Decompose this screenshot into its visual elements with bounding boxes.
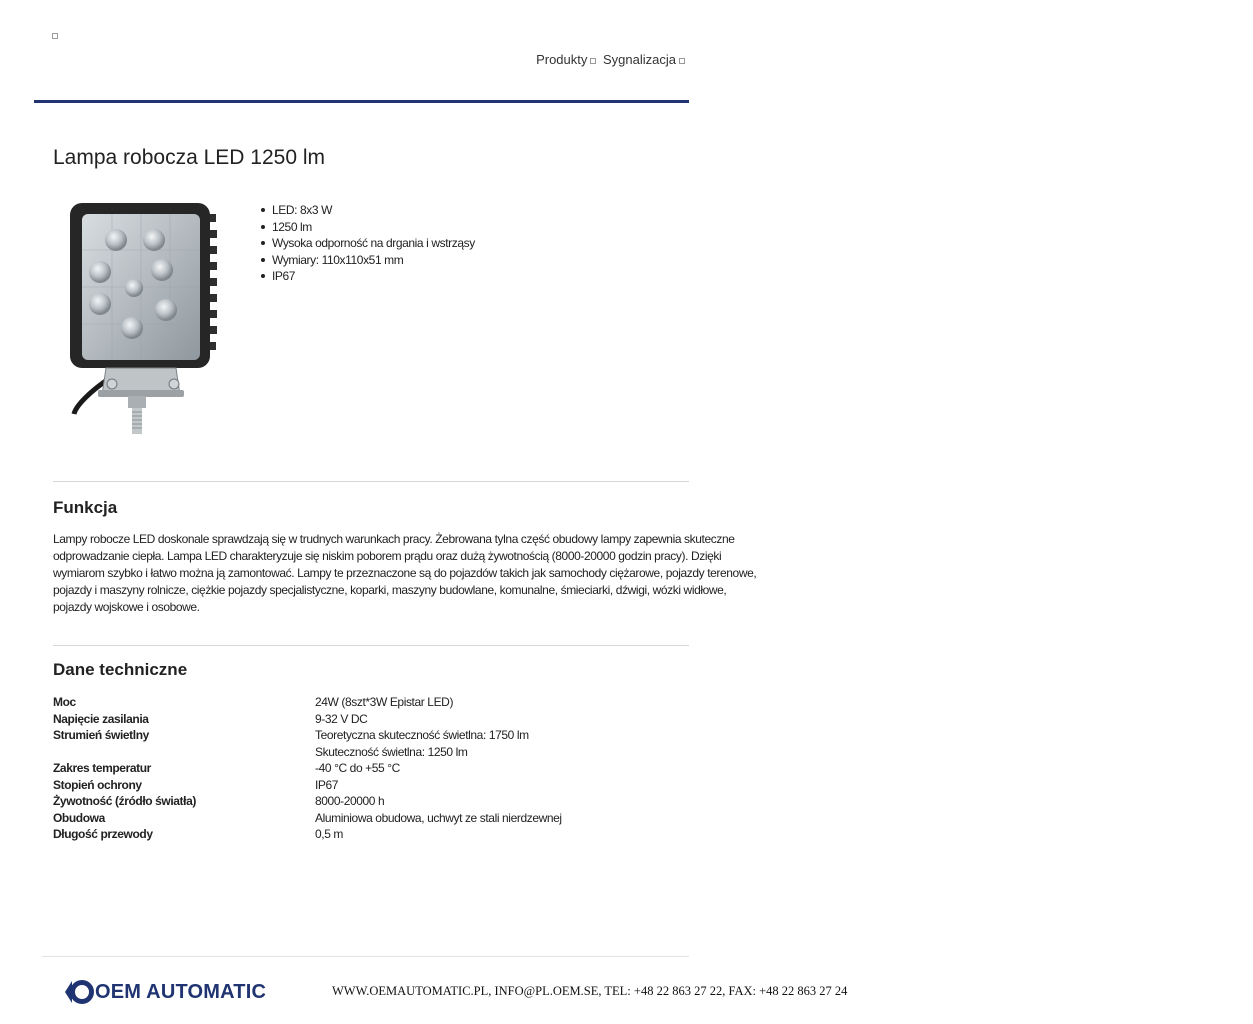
spec-value: Teoretyczna skuteczność świetlna: 1750 lm [315, 728, 529, 742]
spec-label: Długość przewody [53, 827, 153, 841]
spec-label: Żywotność (źródło światła) [53, 794, 196, 808]
spec-value: 9-32 V DC [315, 711, 368, 726]
spec-value: Aluminiowa obudowa, uchwyt ze stali nierdzewnej [315, 810, 562, 825]
section-heading-funkcja: Funkcja [53, 498, 118, 517]
breadcrumb-link-sygnalizacja[interactable]: Sygnalizacja [603, 52, 676, 67]
contact-info: WWW.OEMAUTOMATIC.PL, INFO@PL.OEM.SE, TEL: +48 22 863 27 22, FAX: +48 22 863 27 24 [332, 984, 848, 998]
spec-label: Strumień świetlny [53, 728, 149, 742]
list-item: Wymiary: 110x110x51 mm [258, 252, 475, 269]
spec-value: Skuteczność świetlna: 1250 lm [315, 744, 468, 759]
description-line: wymiarom szybko i łatwo można ją zamontować. Lampy te przeznaczone są do pojazdów takich jak samochody ciężarowe, pojazdy terenowe, [53, 566, 757, 580]
spec-value: 0,5 m [315, 827, 344, 841]
description-line: odprowadzanie ciepła. Lampa LED charakteryzuje się niskim poborem prądu oraz dużą żywotnością (8000-20000 godzin pracy). Dzięki [53, 549, 722, 563]
list-item: LED: 8x3 W [258, 202, 475, 219]
spec-label: Stopień ochrony [53, 777, 142, 792]
spec-label: Moc [53, 695, 76, 709]
list-item: 1250 lm [258, 219, 475, 236]
section-heading-dane-techniczne: Dane techniczne [53, 660, 188, 679]
list-item: IP67 [258, 268, 475, 285]
description-line: Lampy robocze LED doskonale sprawdzają się w trudnych warunkach pracy. Żebrowana tylna część obudowy lampy zapewnia skuteczne [53, 532, 735, 546]
spec-label: Obudowa [53, 810, 105, 825]
spec-value: -40 °C do +55 °C [315, 761, 400, 775]
list-item: Wysoka odporność na drgania i wstrząsy [258, 235, 475, 252]
page-title: Lampa robocza LED 1250 lm [53, 146, 325, 169]
description-line: pojazdy wojskowe i osobowe. [53, 600, 200, 614]
logo-text: OEM AUTOMATIC [95, 980, 267, 1003]
description-line: pojazdy i maszyny rolnicze, ciężkie pojazdy specjalistyczne, koparki, maszyny budowlane, komunalne, śmieciarki, dźwigi, wózki widłowe, [53, 583, 727, 597]
spec-value: 24W (8szt*3W Epistar LED) [315, 695, 454, 709]
breadcrumb-link-produkty[interactable]: Produkty [536, 52, 588, 67]
spec-value: IP67 [315, 777, 339, 792]
spec-label: Zakres temperatur [53, 761, 151, 775]
spec-label: Napięcie zasilania [53, 711, 149, 726]
spec-value: 8000-20000 h [315, 794, 385, 808]
